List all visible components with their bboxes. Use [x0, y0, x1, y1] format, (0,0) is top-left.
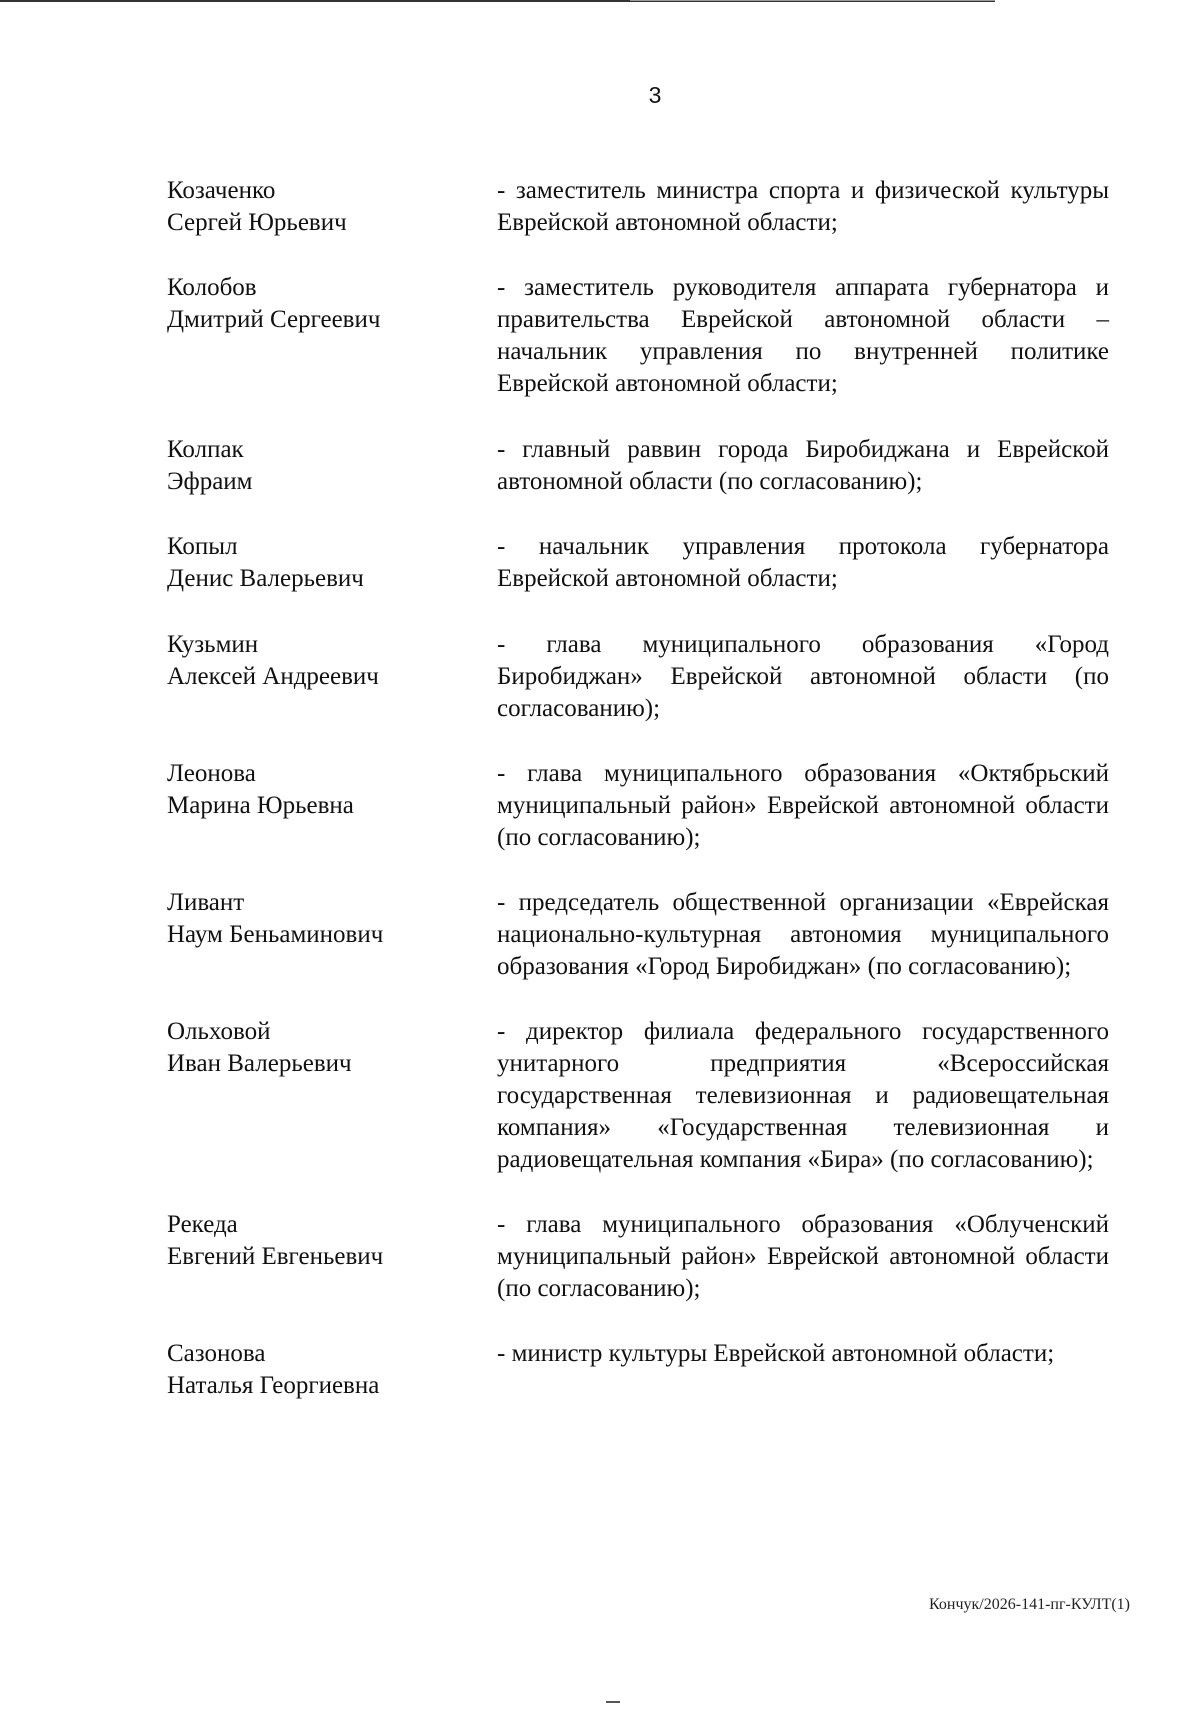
member-given-name: Алексей Андреевич — [167, 663, 379, 690]
member-surname: Колпак — [167, 436, 244, 463]
member-surname: Ливант — [167, 889, 245, 916]
member-name — [167, 1338, 497, 1402]
member-given-name: Марина Юрьевна — [167, 792, 354, 819]
document-reference: Кончук/2026-141-пг-КУЛТ(1) — [929, 1596, 1130, 1613]
member-name — [167, 887, 497, 951]
member-surname: Колобов — [167, 274, 257, 301]
member-name — [167, 531, 497, 595]
member-role: - директор филиала федерального государственного унитарного предприятия «Всероссийская государственная телевизионная и радиовещательная компания» «Государственная телевизионная и радиовещательная компания «Бира» (по согласованию); — [497, 1018, 1109, 1173]
member-surname: Козаченко — [167, 177, 276, 204]
member-role: - министр культуры Еврейской автономной области; — [497, 1340, 1055, 1367]
member-surname: Сазонова — [167, 1340, 266, 1367]
member-surname: Кузьмин — [167, 631, 259, 658]
member-role: - начальник управления протокола губернатора Еврейской автономной области; — [497, 533, 1109, 592]
member-entry — [167, 1209, 1109, 1305]
member-given-name: Евгений Евгеньевич — [167, 1243, 384, 1270]
member-name — [167, 758, 497, 822]
member-entry — [167, 1016, 1109, 1176]
member-given-name: Эфраим — [167, 468, 253, 495]
member-entry — [167, 434, 1109, 498]
member-given-name: Денис Валерьевич — [167, 565, 364, 592]
member-given-name: Сергей Юрьевич — [167, 209, 347, 236]
member-role: - заместитель министра спорта и физической культуры Еврейской автономной области; — [497, 177, 1109, 236]
member-given-name: Дмитрий Сергеевич — [167, 306, 381, 333]
member-name — [167, 434, 497, 498]
scan-border-line-faint — [630, 0, 995, 1]
member-name — [167, 629, 497, 693]
scan-speck — [606, 1701, 620, 1703]
member-entry — [167, 175, 1109, 239]
member-given-name: Иван Валерьевич — [167, 1050, 352, 1077]
member-role: - глава муниципального образования «Октябрьский муниципальный район» Еврейской автономной области (по согласованию); — [497, 760, 1109, 851]
member-name — [167, 1209, 497, 1273]
member-surname: Леонова — [167, 760, 256, 787]
member-entry — [167, 531, 1109, 595]
member-role: - глава муниципального образования «Облученский муниципальный район» Еврейской автономной области (по согласованию); — [497, 1211, 1109, 1302]
member-name — [167, 175, 497, 239]
member-name — [167, 1016, 497, 1080]
member-given-name: Наталья Георгиевна — [167, 1372, 380, 1399]
member-role: - глава муниципального образования «Город Биробиджан» Еврейской автономной области (по согласованию); — [497, 631, 1109, 722]
member-entry — [167, 887, 1109, 983]
member-list — [167, 175, 1109, 1402]
member-given-name: Наум Беньаминович — [167, 921, 384, 948]
member-entry — [167, 1338, 1109, 1402]
member-entry — [167, 629, 1109, 725]
page-number: 3 — [648, 82, 662, 108]
member-entry — [167, 758, 1109, 854]
member-name — [167, 272, 497, 336]
member-surname: Рекеда — [167, 1211, 238, 1238]
member-surname: Ольховой — [167, 1018, 271, 1045]
member-entry — [167, 272, 1109, 400]
member-role: - председатель общественной организации «Еврейская национально-культурная автономия муниципального образования «Город Биробиджан» (по согласованию); — [497, 889, 1109, 980]
member-surname: Копыл — [167, 533, 238, 560]
member-role: - главный раввин города Биробиджана и Еврейской автономной области (по согласованию); — [497, 436, 1109, 495]
member-role: - заместитель руководителя аппарата губернатора и правительства Еврейской автономной области – начальник управления по внутренней политике Еврейской автономной области; — [497, 274, 1109, 397]
